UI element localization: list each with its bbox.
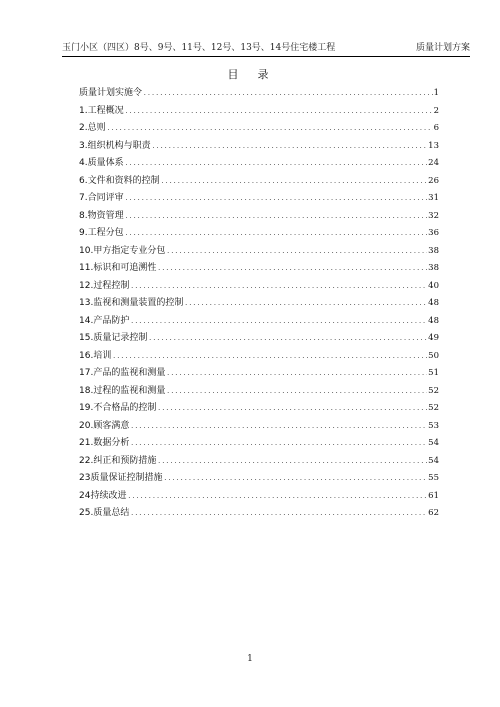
toc-leader-dots xyxy=(157,458,427,465)
toc-entry-label: 1.工程概况 xyxy=(79,105,124,116)
toc-leader-dots xyxy=(125,195,428,202)
toc-entry-label: 3.组织机构与职责 xyxy=(79,140,151,151)
toc-leader-dots xyxy=(127,493,427,500)
toc-entry-page: 6 xyxy=(433,123,439,133)
toc-entry-page: 51 xyxy=(428,368,439,378)
toc-leader-dots xyxy=(130,318,427,325)
toc-entry-page: 62 xyxy=(428,508,439,518)
toc-entry[interactable] xyxy=(79,453,439,471)
toc-entry[interactable] xyxy=(79,190,439,208)
toc-entry-label: 17.产品的监视和测量 xyxy=(79,368,166,378)
toc-entry-label: 21.数据分析 xyxy=(79,438,130,448)
toc-leader-dots xyxy=(166,388,427,395)
toc-leader-dots xyxy=(130,440,427,447)
toc-entry-page: 53 xyxy=(428,420,439,431)
toc-entry[interactable] xyxy=(79,313,439,331)
toc-entry-label: 14.产品防护 xyxy=(79,315,130,326)
toc-entry-label: 11.标识和可追溯性 xyxy=(79,263,157,273)
toc-leader-dots xyxy=(161,178,428,185)
toc-entry[interactable] xyxy=(79,505,439,523)
toc-entry-page: 49 xyxy=(428,333,439,343)
toc-entry-label: 13.监视和测量装置的控制 xyxy=(79,298,184,308)
toc-entry[interactable] xyxy=(79,243,439,261)
toc-entry[interactable] xyxy=(79,330,439,348)
toc-entry-page: 13 xyxy=(428,140,439,151)
toc-entry[interactable] xyxy=(79,365,439,383)
toc-entry-label: 7.合同评审 xyxy=(79,193,124,203)
toc-entry[interactable] xyxy=(79,103,439,121)
toc-leader-dots xyxy=(125,160,428,167)
toc-entry-label: 6.文件和资料的控制 xyxy=(79,175,160,186)
toc-leader-dots xyxy=(125,108,433,115)
toc-entry[interactable] xyxy=(79,470,439,488)
toc-entry-label: 22.纠正和预防措施 xyxy=(79,455,157,466)
toc-leader-dots xyxy=(130,510,427,517)
toc-entry-label: 24持续改进 xyxy=(79,490,127,501)
toc-entry-page: 54 xyxy=(428,455,439,466)
toc-entry[interactable] xyxy=(79,173,439,191)
toc-leader-dots xyxy=(148,335,427,342)
toc-entry-page: 26 xyxy=(428,175,439,186)
toc-entry-label: 9.工程分包 xyxy=(79,228,124,238)
toc-entry-page: 55 xyxy=(428,473,439,483)
toc-leader-dots xyxy=(157,265,427,272)
toc-entry[interactable] xyxy=(79,400,439,418)
toc-entry-page: 48 xyxy=(428,315,439,326)
toc-entry-label: 23质量保证控制措施 xyxy=(79,473,163,483)
toc-leader-dots xyxy=(107,125,433,132)
toc-entry-label: 质量计划实施令 xyxy=(79,88,143,98)
toc-entry-label: 2.总则 xyxy=(79,123,106,133)
toc-entry[interactable] xyxy=(79,488,439,506)
toc-entry-label: 18.过程的监视和测量 xyxy=(79,385,166,396)
toc-entry-label: 15.质量记录控制 xyxy=(79,333,148,343)
toc-leader-dots xyxy=(184,300,427,307)
toc-entry-label: 20.顾客满意 xyxy=(79,420,130,431)
toc-entry[interactable] xyxy=(79,348,439,366)
toc-entry-page: 2 xyxy=(433,105,439,116)
toc-leader-dots xyxy=(130,283,427,290)
toc-leader-dots xyxy=(152,143,428,150)
toc-leader-dots xyxy=(130,423,427,430)
toc-entry-label: 12.过程控制 xyxy=(79,280,130,291)
toc-leader-dots xyxy=(143,90,433,97)
toc-entry-page: 36 xyxy=(428,228,439,238)
header-project-title: 玉门小区（四区）8号、9号、11号、12号、13号、14号住宅楼工程 xyxy=(62,43,336,53)
toc-entry[interactable] xyxy=(79,383,439,401)
toc-entry[interactable] xyxy=(79,260,439,278)
toc-entry-page: 40 xyxy=(428,280,439,291)
toc-entry-page: 52 xyxy=(428,403,439,413)
toc-leader-dots xyxy=(166,248,427,255)
toc-leader-dots xyxy=(166,370,427,377)
toc-leader-dots xyxy=(163,475,427,482)
toc-entry-page: 61 xyxy=(428,490,439,501)
toc-entry-page: 31 xyxy=(428,193,439,203)
toc-leader-dots xyxy=(125,230,428,237)
toc-entry[interactable] xyxy=(79,225,439,243)
toc-entry-page: 38 xyxy=(428,263,439,273)
toc-entry-page: 48 xyxy=(428,298,439,308)
toc-entry-page: 24 xyxy=(428,158,439,168)
toc-entry-label: 4.质量体系 xyxy=(79,158,124,168)
page-number: 1 xyxy=(247,654,253,664)
toc-entry-label: 25.质量总结 xyxy=(79,508,130,518)
toc-entry-label: 8.物资管理 xyxy=(79,210,124,221)
page-header xyxy=(62,40,470,57)
toc-entry-label: 19.不合格品的控制 xyxy=(79,403,157,413)
toc-entry[interactable] xyxy=(79,85,439,103)
toc-leader-dots xyxy=(112,353,427,360)
toc-entry[interactable] xyxy=(79,435,439,453)
toc-entry[interactable] xyxy=(79,418,439,436)
toc-entry[interactable] xyxy=(79,208,439,226)
table-of-contents xyxy=(79,85,439,523)
toc-leader-dots xyxy=(157,405,427,412)
toc-entry[interactable] xyxy=(79,138,439,156)
header-document-type: 质量计划方案 xyxy=(415,43,470,53)
toc-entry-page: 50 xyxy=(428,350,439,361)
toc-entry-page: 32 xyxy=(428,210,439,221)
toc-entry-label: 10.甲方指定专业分包 xyxy=(79,245,166,256)
toc-entry-page: 52 xyxy=(428,385,439,396)
toc-entry[interactable] xyxy=(79,278,439,296)
toc-entry-label: 16.培训 xyxy=(79,350,112,361)
toc-leader-dots xyxy=(125,213,428,220)
toc-entry-page: 54 xyxy=(428,438,439,448)
toc-entry-page: 38 xyxy=(428,245,439,256)
toc-entry-page: 1 xyxy=(433,88,439,98)
toc-entry[interactable] xyxy=(79,120,439,138)
toc-title: 目 录 xyxy=(227,68,273,81)
toc-entry[interactable] xyxy=(79,295,439,313)
toc-entry[interactable] xyxy=(79,155,439,173)
